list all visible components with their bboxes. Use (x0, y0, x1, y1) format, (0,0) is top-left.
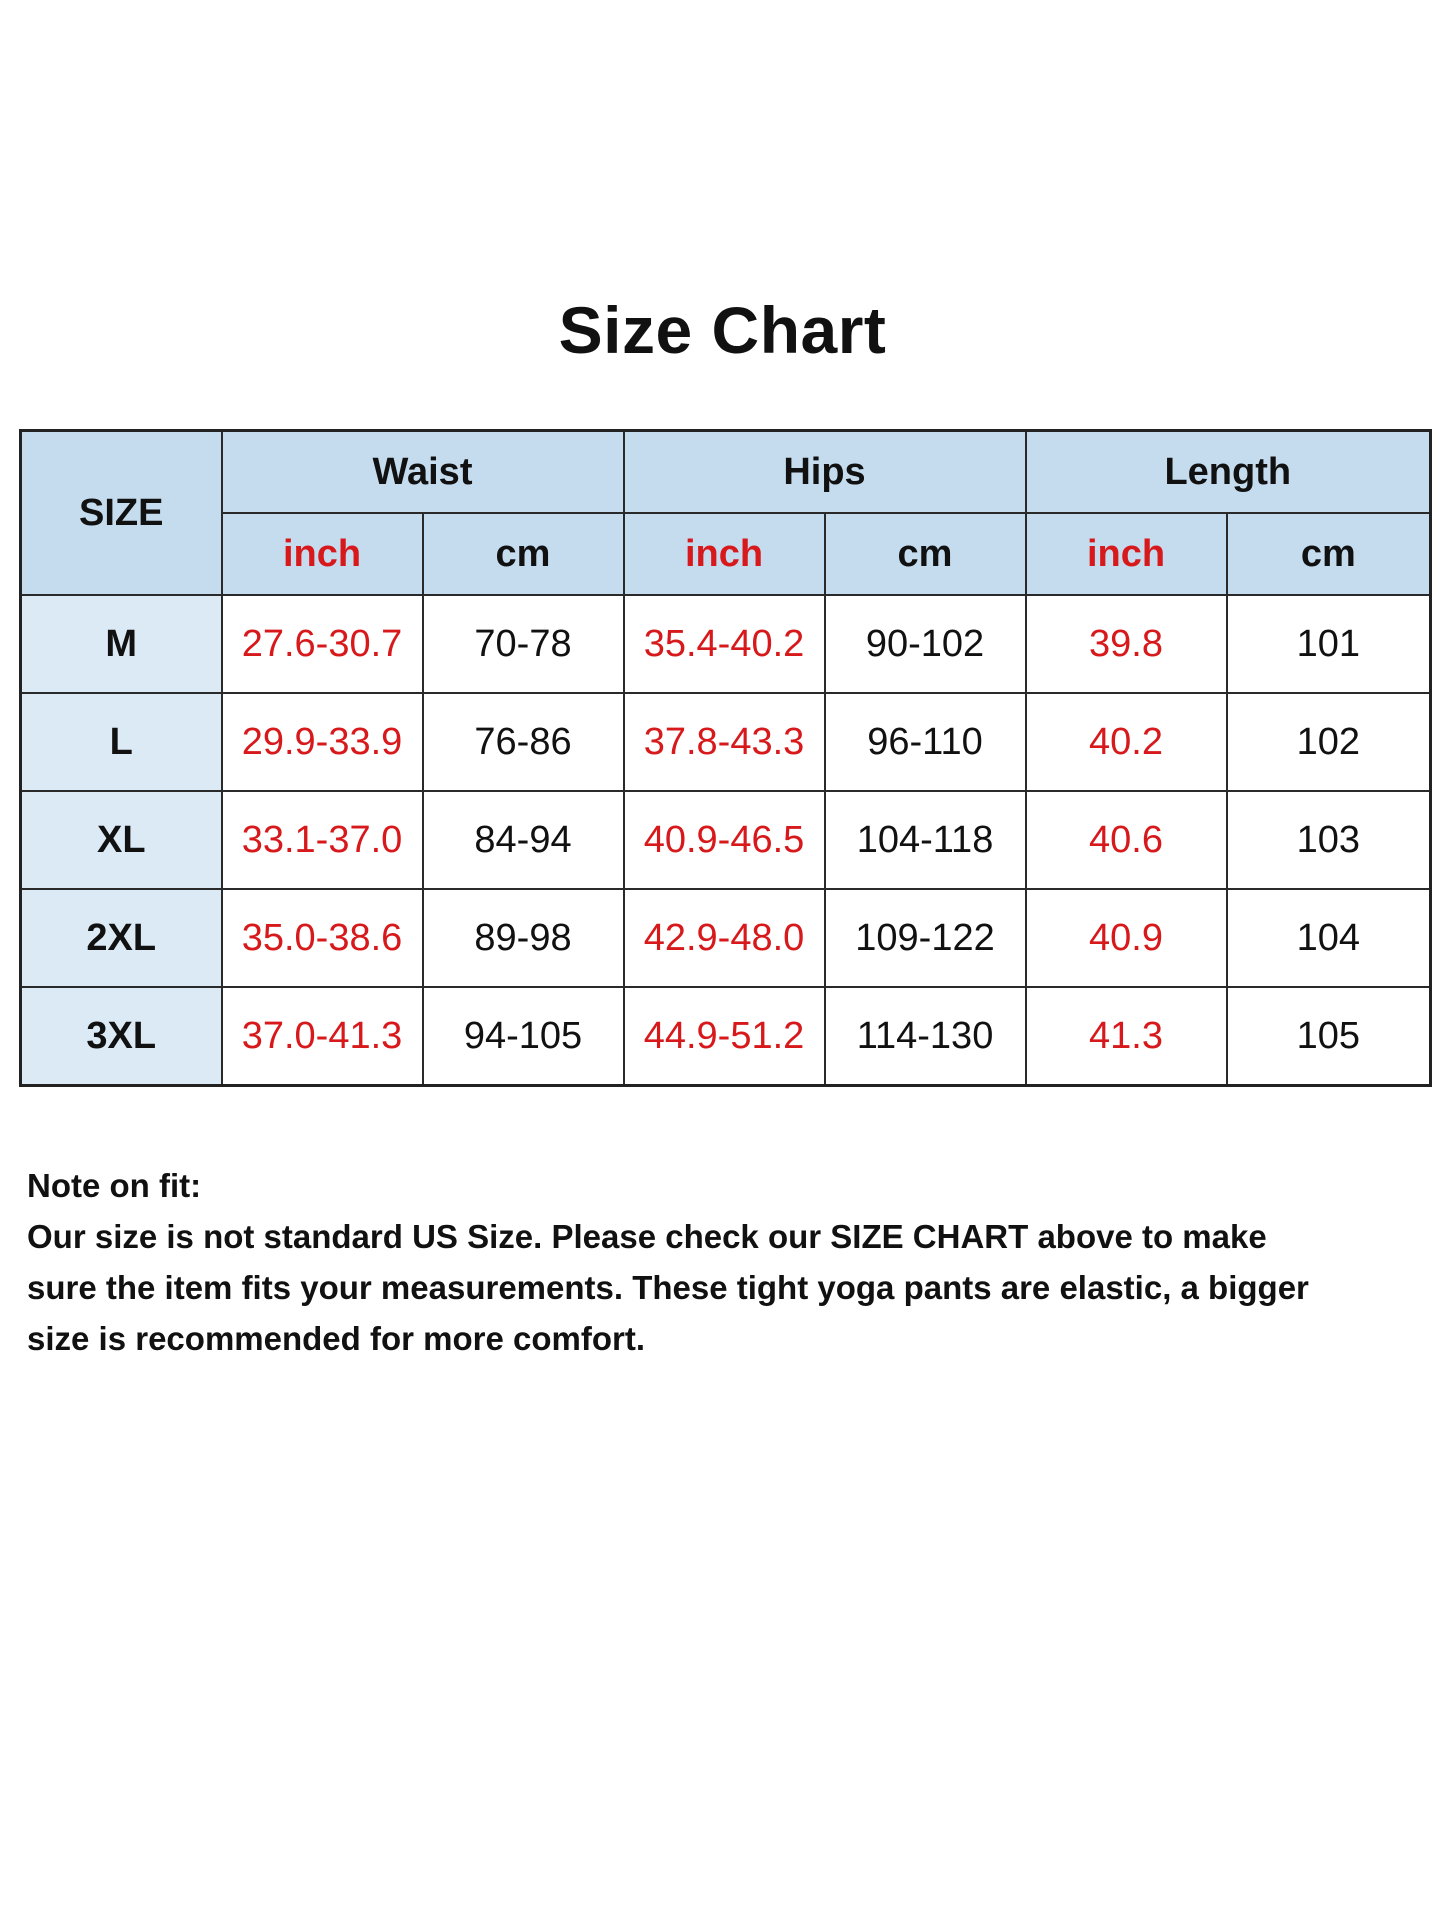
waist-cm-cell: 84-94 (423, 791, 624, 889)
length-cm-cell: 104 (1227, 889, 1431, 987)
note-line: size is recommended for more comfort. (27, 1320, 645, 1357)
hips-inch-cell: 37.8-43.3 (624, 693, 825, 791)
hips-inch-cell: 42.9-48.0 (624, 889, 825, 987)
hips-cm-header: cm (825, 513, 1026, 595)
size-header: SIZE (21, 431, 222, 596)
table-row (21, 791, 1431, 889)
hips-inch-cell: 35.4-40.2 (624, 595, 825, 693)
hips-cm-cell: 104-118 (825, 791, 1026, 889)
length-header: Length (1026, 431, 1431, 514)
waist-cm-cell: 70-78 (423, 595, 624, 693)
table-header-row (21, 431, 1431, 514)
length-inch-cell: 41.3 (1026, 987, 1227, 1086)
note-line: Our size is not standard US Size. Please check our SIZE CHART above to make (27, 1218, 1267, 1255)
length-cm-cell: 105 (1227, 987, 1431, 1086)
waist-header: Waist (222, 431, 624, 514)
table-unit-row (21, 513, 1431, 595)
hips-cm-cell: 96-110 (825, 693, 1026, 791)
length-inch-cell: 40.6 (1026, 791, 1227, 889)
waist-cm-cell: 94-105 (423, 987, 624, 1086)
size-cell: 2XL (21, 889, 222, 987)
table-row (21, 595, 1431, 693)
waist-inch-cell: 33.1-37.0 (222, 791, 423, 889)
hips-inch-header: inch (624, 513, 825, 595)
hips-inch-cell: 44.9-51.2 (624, 987, 825, 1086)
note-line: sure the item fits your measurements. These tight yoga pants are elastic, a bigger (27, 1269, 1309, 1306)
length-cm-header: cm (1227, 513, 1431, 595)
length-inch-header: inch (1026, 513, 1227, 595)
page-title: Size Chart (558, 293, 887, 367)
waist-inch-cell: 29.9-33.9 (222, 693, 423, 791)
table-row (21, 987, 1431, 1086)
waist-cm-cell: 76-86 (423, 693, 624, 791)
waist-inch-cell: 35.0-38.6 (222, 889, 423, 987)
table-row (21, 693, 1431, 791)
size-chart-table (19, 429, 1432, 1087)
length-inch-cell: 40.9 (1026, 889, 1227, 987)
length-cm-cell: 101 (1227, 595, 1431, 693)
hips-header: Hips (624, 431, 1026, 514)
length-cm-cell: 103 (1227, 791, 1431, 889)
length-inch-cell: 39.8 (1026, 595, 1227, 693)
waist-cm-cell: 89-98 (423, 889, 624, 987)
hips-cm-cell: 114-130 (825, 987, 1026, 1086)
size-cell: L (21, 693, 222, 791)
fit-note (27, 1160, 1437, 1364)
waist-inch-cell: 37.0-41.3 (222, 987, 423, 1086)
waist-inch-header: inch (222, 513, 423, 595)
table-row (21, 889, 1431, 987)
waist-cm-header: cm (423, 513, 624, 595)
hips-inch-cell: 40.9-46.5 (624, 791, 825, 889)
note-heading: Note on fit: (27, 1167, 202, 1204)
length-inch-cell: 40.2 (1026, 693, 1227, 791)
size-cell: 3XL (21, 987, 222, 1086)
size-cell: M (21, 595, 222, 693)
hips-cm-cell: 109-122 (825, 889, 1026, 987)
size-cell: XL (21, 791, 222, 889)
length-cm-cell: 102 (1227, 693, 1431, 791)
hips-cm-cell: 90-102 (825, 595, 1026, 693)
waist-inch-cell: 27.6-30.7 (222, 595, 423, 693)
